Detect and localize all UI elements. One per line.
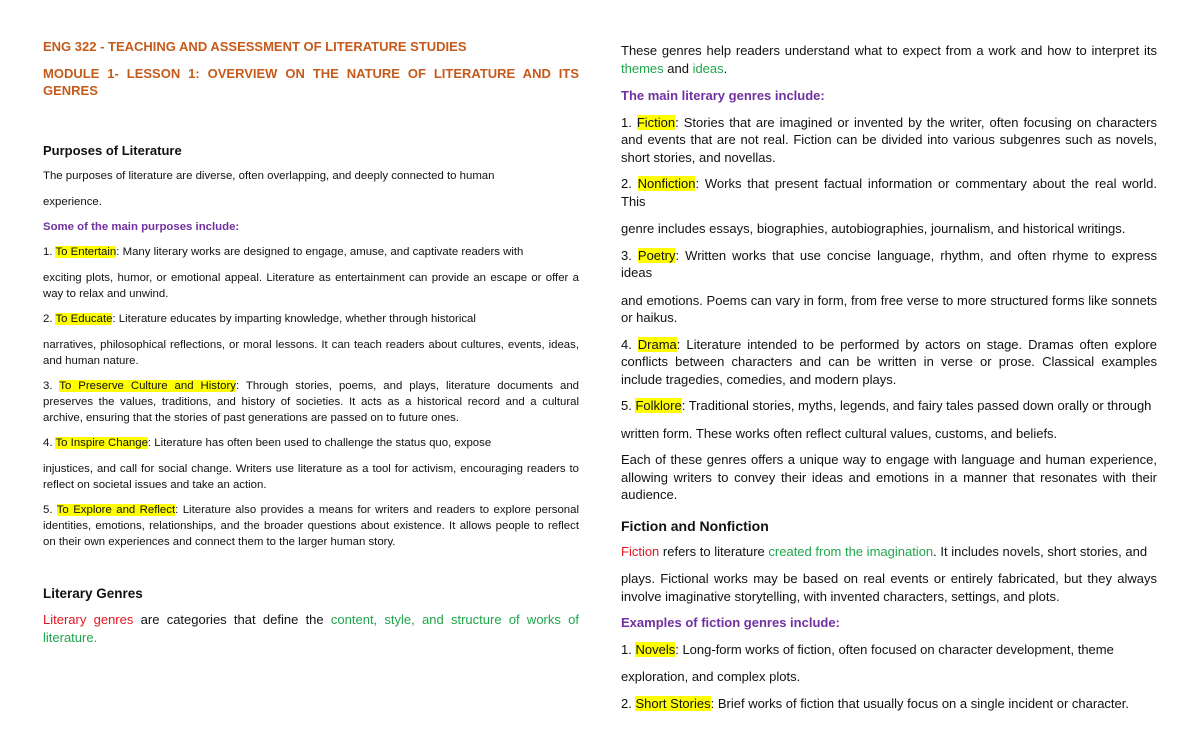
genre-item-1: 1. Fiction: Stories that are imagined or invented by the writer, often focusing on characters and events that are not real. Fiction can be divided into various subgenres such as novels, short stories, and novellas. [621,114,1157,165]
purpose-term-highlight: To Entertain [55,246,117,258]
genre-item-2: 2. Nonfiction: Works that present factual information or commentary about the real world. This [621,176,1157,209]
genre-term-highlight: Folklore [635,398,682,413]
example-term-highlight: Novels [635,641,676,657]
genres-definition-text: are categories that define the [133,612,331,627]
fiction-term: Fiction [621,543,660,559]
purpose-text: : Many literary works are designed to engage, amuse, and captivate readers with [116,246,524,258]
purposes-intro-line1: The purposes of literature are diverse, often overlapping, and deeply connected to human [43,170,495,182]
genre-term-highlight: Fiction [636,114,676,130]
purpose-item-4-continued: injustices, and call for social change. Writers use literature as a tool for activism, encouraging readers to reflect on societal issues and take an action. [43,463,579,491]
example-term-highlight: Short Stories [635,695,711,711]
purposes-subheading: Some of the main purposes include: [43,221,240,233]
purpose-item-2-continued: narratives, philosophical reflections, or moral lessons. It can teach readers about cultures, events, ideas, and human nature. [43,339,579,367]
purpose-text: : Literature also provides a means for writers and readers to explore personal identities, emotions, relationships, and the broader questions about existence. It allows people to reflect on their own experiences and connect them to the larger human story. [43,504,579,548]
genre-item-3: 3. Poetry: Written works that use concise language, rhythm, and often rhyme to express ideas [621,247,1157,280]
left-column [43,38,579,646]
example-item-1: 1. Novels: Long-form works of fiction, often focused on character development, theme [621,641,1114,657]
purpose-term-highlight: To Preserve Culture and History [59,380,236,392]
example-item-2: 2. Short Stories: Brief works of fiction that usually focus on a single incident or character. [621,695,1129,711]
themes-term: themes [621,60,664,76]
main-genres-subheading: The main literary genres include: [621,88,825,103]
purpose-text: : Through stories, poems, and plays, literature documents and preserves the values, traditions, and history of societies. It acts as a historical record and a cultural archive, ensuring that the stories of past generations are passed on to future ones. [43,380,579,424]
example-item-1-continued: exploration, and complex plots. [621,669,801,684]
genres-heading: Literary Genres [43,586,143,601]
purpose-number: 2. [43,313,56,325]
right-column [621,42,1157,712]
purpose-number: 1. [43,246,56,258]
purpose-term-highlight: To Inspire Change [55,437,148,449]
purpose-item-1-continued: exciting plots, humor, or emotional appeal. Literature as entertainment can provide an escape or offer a way to relax and unwind. [43,272,579,300]
genre-item-3-continued: and emotions. Poems can vary in form, from free verse to more structured forms like sonnets or haikus. [621,292,1157,325]
purpose-item-1 [43,244,579,260]
course-title: ENG 322 - TEACHING AND ASSESSMENT OF LITERATURE STUDIES [43,39,467,54]
genres-summary: Each of these genres offers a unique way to engage with language and human experience, allowing writers to convey their ideas and emotions in a manner that resonates with their audience. [621,452,1157,502]
genre-term-highlight: Poetry [637,247,676,263]
genres-term: Literary genres [43,612,134,627]
purpose-term-highlight: To Educate [55,313,113,325]
purpose-number: 5. [43,504,57,516]
examples-subheading: Examples of fiction genres include: [621,615,840,630]
purposes-heading: Purposes of Literature [43,143,182,158]
purpose-number: 4. [43,437,56,449]
purpose-text: : Literature has often been used to challenge the status quo, expose [147,437,492,449]
genre-term-highlight: Nonfiction [637,176,696,191]
purpose-item-3 [43,378,579,426]
purpose-item-2 [43,311,579,327]
fiction-heading: Fiction and Nonfiction [621,517,769,534]
fiction-definition-continued: plays. Fictional works may be based on real events or entirely fabricated, but they always involve imaginative storytelling, with invented characters, settings, and plots. [621,571,1157,604]
genres-definition-highlight: content, style, and structure of works of literature. [43,612,579,645]
genre-item-5: 5. Folklore: Traditional stories, myths, legends, and fairy tales passed down orally or through [621,398,1152,413]
purpose-item-5 [43,502,579,550]
fiction-definition: Fiction refers to literature created from the imagination. It includes novels, short stories, and [621,543,1148,559]
genre-item-4: 4. Drama: Literature intended to be performed by actors on stage. Dramas often explore conflicts between characters and can be written in verse or prose. Classical examples include tragedies, comedies, and modern plays. [621,336,1157,387]
genres-definition [43,611,579,646]
ideas-term: ideas [692,60,724,76]
genre-term-highlight: Drama [637,336,677,352]
genres-continued: These genres help readers understand what to expect from a work and how to interpret its themes and ideas. [621,43,1157,76]
purpose-item-4 [43,435,579,451]
purposes-intro-line2: experience. [43,196,102,208]
purpose-text: : Literature educates by imparting knowledge, whether through historical [112,313,476,325]
purpose-term-highlight: To Explore and Reflect [56,504,176,516]
module-title: MODULE 1- LESSON 1: OVERVIEW ON THE NATURE OF LITERATURE AND ITS GENRES [43,66,579,98]
fiction-definition-highlight: created from the imagination [768,543,934,559]
genre-item-2-continued: genre includes essays, biographies, autobiographies, journalism, and historical writings. [621,221,1126,236]
purpose-number: 3. [43,380,60,392]
genre-item-5-continued: written form. These works often reflect cultural values, customs, and beliefs. [621,425,1058,441]
